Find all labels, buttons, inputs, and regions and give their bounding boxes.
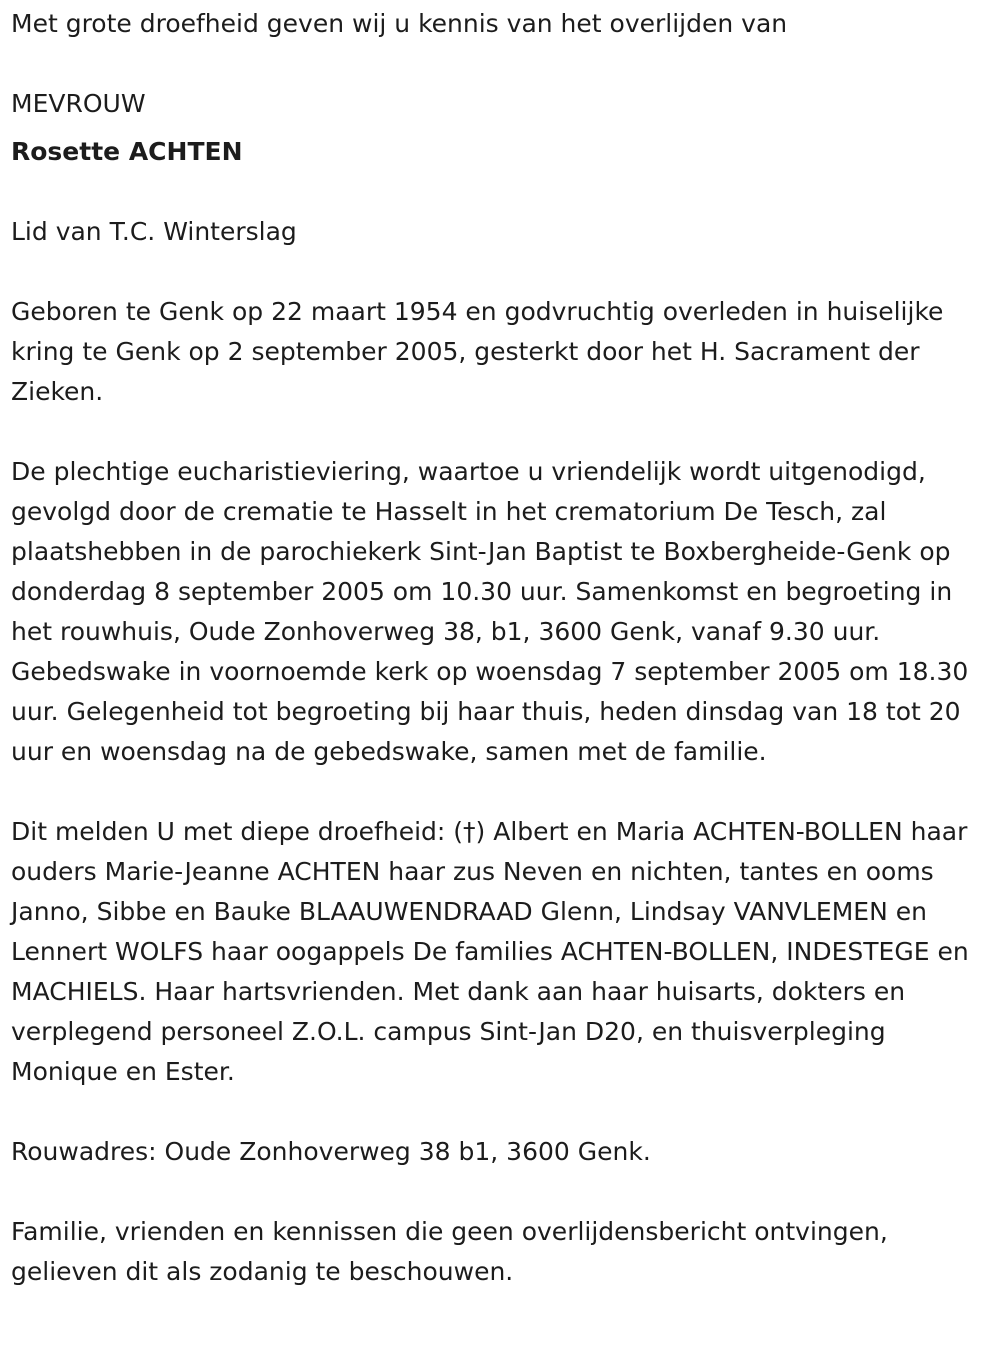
spacer — [11, 412, 989, 452]
spacer — [11, 44, 989, 84]
closing-paragraph: Familie, vrienden en kennissen die geen overlijdensbericht ontvingen, gelieven dit als zodanig te beschouwen. — [11, 1217, 888, 1286]
spacer — [11, 1172, 989, 1212]
spacer — [11, 772, 989, 812]
spacer — [11, 252, 989, 292]
membership-text: Lid van T.C. Winterslag — [11, 217, 297, 246]
deceased-name: Rosette ACHTEN — [11, 137, 243, 166]
obituary-notice — [11, 4, 989, 1292]
spacer — [11, 1092, 989, 1132]
mourners-paragraph: Dit melden U met diepe droefheid: (†) Albert en Maria ACHTEN-BOLLEN haar ouders Marie-Jeanne ACHTEN haar zus Neven en nichten, tantes en ooms Janno, Sibbe en Bauke BLAAUWENDRAAD Glenn, Lindsay VANVLEMEN en Lennert WOLFS haar oogappels De families ACHTEN-BOLLEN, INDESTEGE en MACHIELS. Haar hartsvrienden. Met dank aan haar huisarts, dokters en verplegend personeel Z.O.L. campus Sint-Jan D20, en thuisverpleging Monique en Ester. — [11, 817, 969, 1086]
birth-death-paragraph: Geboren te Genk op 22 maart 1954 en godvruchtig overleden in huiselijke kring te Genk op 2 september 2005, gesterkt door het H. Sacrament der Zieken. — [11, 297, 944, 406]
ceremony-paragraph: De plechtige eucharistieviering, waartoe u vriendelijk wordt uitgenodigd, gevolgd door de crematie te Hasselt in het crematorium De Tesch, zal plaatshebben in de parochiekerk Sint-Jan Baptist te Boxbergheide-Genk op donderdag 8 september 2005 om 10.30 uur. Samenkomst en begroeting in het rouwhuis, Oude Zonhoverweg 38, b1, 3600 Genk, vanaf 9.30 uur. Gebedswake in voornoemde kerk op woensdag 7 september 2005 om 18.30 uur. Gelegenheid tot begroeting bij haar thuis, heden dinsdag van 18 tot 20 uur en woensdag na de gebedswake, samen met de familie. — [11, 457, 969, 766]
intro-text: Met grote droefheid geven wij u kennis van het overlijden van — [11, 9, 788, 38]
spacer — [11, 172, 989, 212]
mourning-address: Rouwadres: Oude Zonhoverweg 38 b1, 3600 Genk. — [11, 1137, 651, 1166]
honorific: MEVROUW — [11, 89, 146, 118]
